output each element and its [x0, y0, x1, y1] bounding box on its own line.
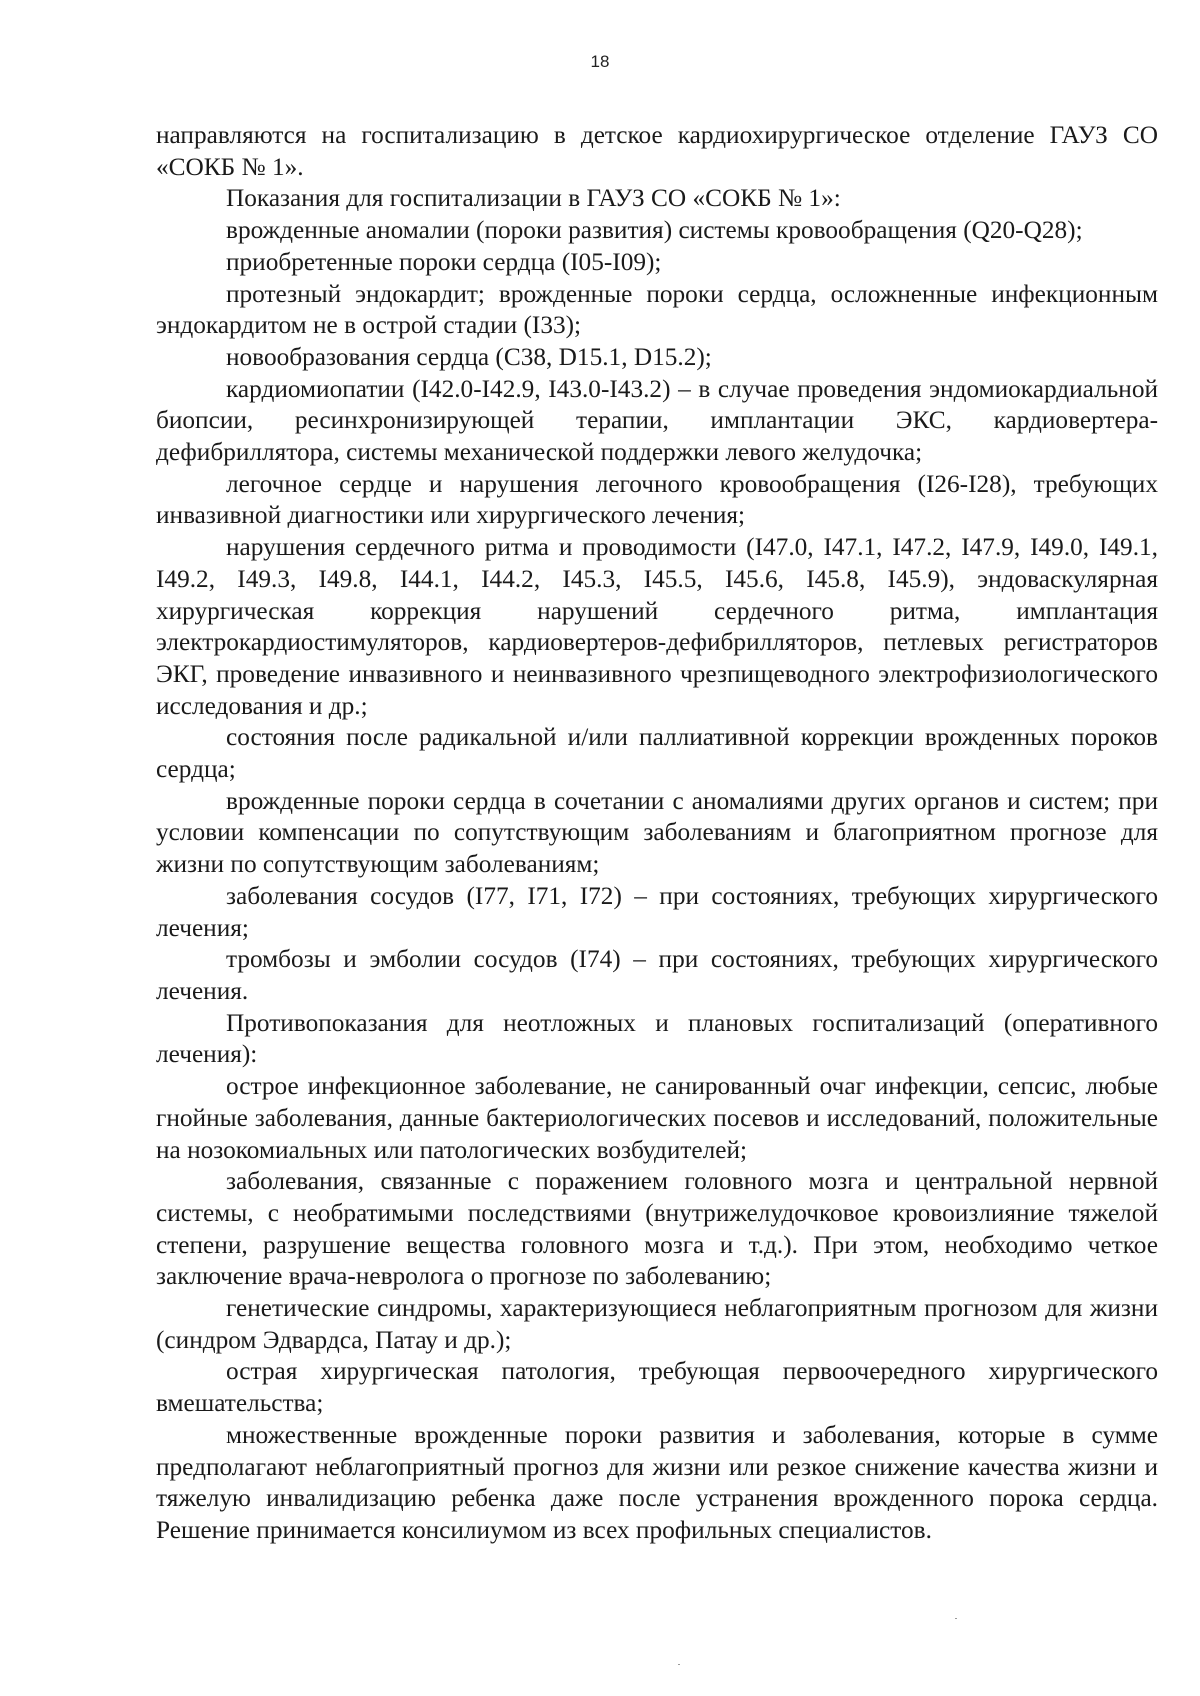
paragraph-contraindication: генетические синдромы, характеризующиеся неблагоприятным прогнозом для жизни (синдром Эдвардса, Патау и др.);: [156, 1294, 1158, 1354]
paragraph-indication: тромбозы и эмболии сосудов (I74) – при состояниях, требующих хирургического лечения.: [156, 945, 1158, 1005]
paragraph-contraindication: множественные врожденные пороки развития и заболевания, которые в сумме предполагают неблагоприятный прогноз для жизни или резкое снижение качества жизни и тяжелую инвалидизацию ребенка даже после устранения врожденного порока сердца. Решение принимается консилиумом из всех профильных специалистов.: [156, 1420, 1158, 1544]
paragraph-contraindications-heading: Противопоказания для неотложных и плановых госпитализаций (оперативного лечения):: [156, 1008, 1158, 1069]
paragraph-indication: состояния после радикальной и/или паллиативной коррекции врожденных пороков сердца;: [156, 723, 1158, 784]
page-number: 18: [590, 52, 610, 71]
document-body: [156, 120, 1158, 1547]
paragraph-indication: нарушения сердечного ритма и проводимости (I47.0, I47.1, I47.2, I47.9, I49.0, I49.1, I49.2, I49.3, I49.8, I44.1, I44.2, I45.3, I45.5, I45.6, I45.8, I45.9), эндоваскулярная хирургическая коррекция нарушений сердечного ритма, имплантация электрокардиостимуляторов, кардиовертеров-дефибрилляторов, петлевых регистраторов ЭКГ, проведение инвазивного и неинвазивного чрезпищеводного электрофизиологического исследования и др.;: [156, 533, 1158, 720]
scan-speck: [678, 1664, 680, 1665]
paragraph-contraindication: острое инфекционное заболевание, не санированный очаг инфекции, сепсис, любые гнойные заболевания, данные бактериологических посевов и исследований, положительные на нозокомиальных или патологических возбудителей;: [156, 1072, 1158, 1164]
paragraph-indication: легочное сердце и нарушения легочного кровообращения (I26-I28), требующих инвазивной диагностики или хирургического лечения;: [156, 469, 1158, 530]
paragraph-indication: протезный эндокардит; врожденные пороки сердца, осложненные инфекционным эндокардитом не в острой стадии (I33);: [156, 279, 1158, 340]
paragraph-indication: кардиомиопатии (I42.0-I42.9, I43.0-I43.2) – в случае проведения эндомиокардиальной биопсии, ресинхронизирующей терапии, имплантации ЭКС, кардиовертера-дефибриллятора, системы механической поддержки левого желудочка;: [156, 374, 1158, 467]
paragraph-indication: врожденные пороки сердца в сочетании с аномалиями других органов и систем; при условии компенсации по сопутствующим заболеваниям и благоприятном прогнозе для жизни по сопутствующим заболеваниям;: [156, 786, 1158, 879]
paragraph-contraindication: заболевания, связанные с поражением головного мозга и центральной нервной системы, с необратимыми последствиями (внутрижелудочковое кровоизлияние тяжелой степени, разрушение вещества головного мозга и т.д.). При этом, необходимо четкое заключение врача-невролога о прогнозе по заболеванию;: [156, 1167, 1158, 1291]
paragraph-indications-heading: Показания для госпитализации в ГАУЗ СО «СОКБ № 1»:: [226, 184, 841, 213]
paragraph-indication: приобретенные пороки сердца (I05-I09);: [226, 247, 662, 276]
paragraph-indication: заболевания сосудов (I77, I71, I72) – при состояниях, требующих хирургического лечения;: [156, 881, 1158, 942]
paragraph-indication: врожденные аномалии (пороки развития) системы кровообращения (Q20-Q28);: [226, 216, 1083, 245]
paragraph-indication: новообразования сердца (C38, D15.1, D15.2);: [226, 342, 712, 371]
paragraph-intro-continuation: направляются на госпитализацию в детское кардиохирургическое отделение ГАУЗ СО «СОКБ № 1».: [156, 121, 1158, 181]
paragraph-contraindication: острая хирургическая патология, требующая первоочередного хирургического вмешательства;: [156, 1357, 1158, 1418]
scan-speck: [955, 1618, 957, 1619]
